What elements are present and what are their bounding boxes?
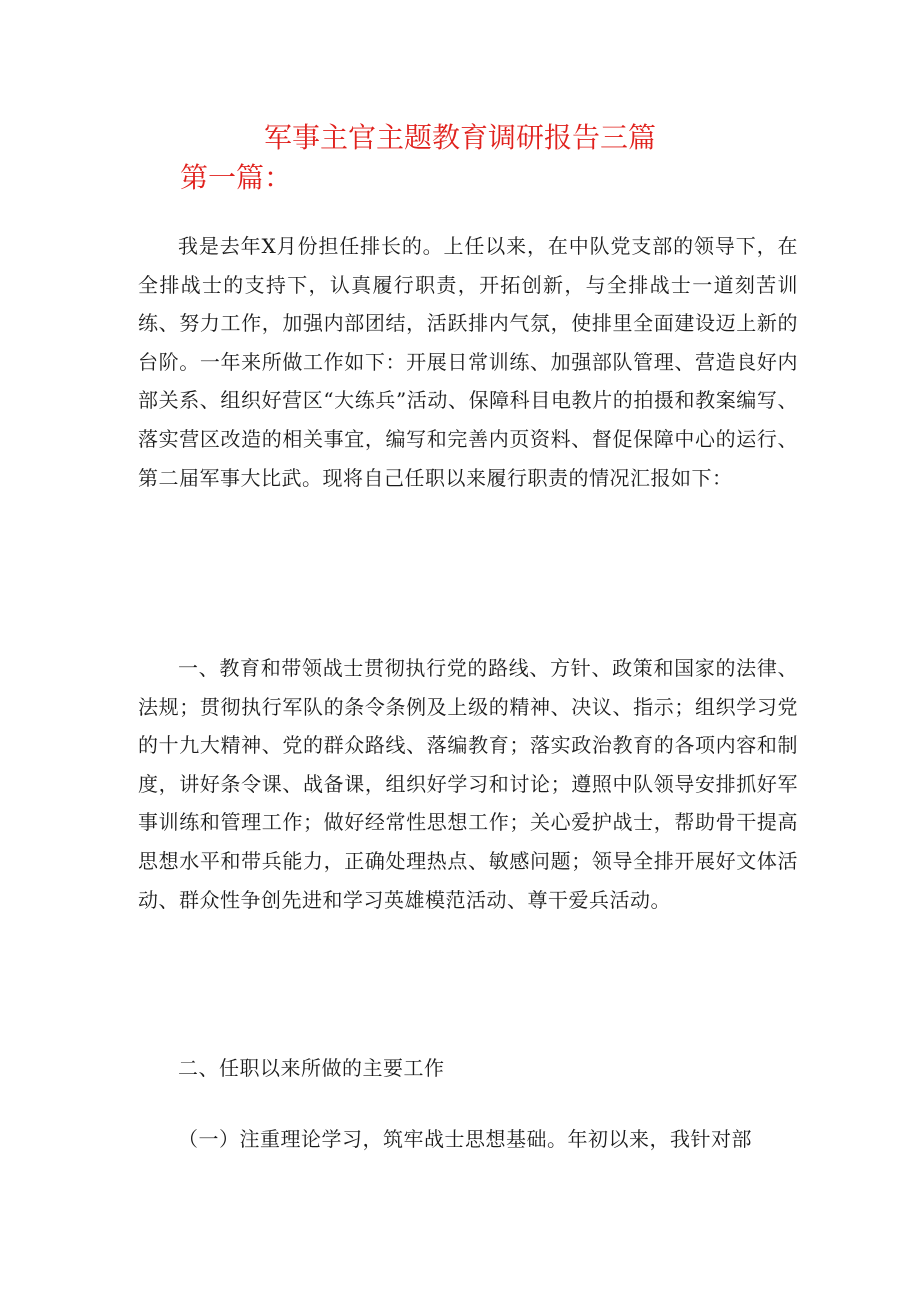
paragraph-intro: 我是去年X月份担任排长的。上任以来，在中队党支部的领导下，在全排战士的支持下，认真履行职责，开拓创新，与全排战士一道刻苦训练、努力工作，加强内部团结，活跃排内气氛，使排里全面建设迈上新的台阶。一年来所做工作如下：开展日常训练、加强部队管理、营造良好内部关系、组织好营区“大练兵”活动、保障科目电教片的拍摄和教案编写、落实营区改造的相关事宜，编写和完善内页资料、督促保障中心的运行、第二届军事大比武。现将自己任职以来履行职责的情况汇报如下：: [138, 234, 798, 490]
paragraph-theory-study: （一）注重理论学习，筑牢战士思想基础。年初以来，我针对部: [178, 1127, 752, 1151]
document-title: 军事主官主题教育调研报告三篇: [263, 121, 656, 154]
section-heading: 第一篇：: [180, 161, 293, 194]
paragraph-duties: 一、教育和带领战士贯彻执行党的路线、方针、政策和国家的法律、法规；贯彻执行军队的条令条例及上级的精神、决议、指示；组织学习党的十九大精神、党的群众路线、落编教育；落实政治教育的各项内容和制度，讲好条令课、战备课，组织好学习和讨论；遵照中队领导安排抓好军事训练和管理工作；做好经常性思想工作；关心爱护战士，帮助骨干提高思想水平和带兵能力，正确处理热点、敏感问题；领导全排开展好文体活动、群众性争创先进和学习英雄模范活动、尊干爱兵活动。: [138, 656, 798, 912]
paragraph-heading-main-work: 二、任职以来所做的主要工作: [178, 1056, 445, 1080]
